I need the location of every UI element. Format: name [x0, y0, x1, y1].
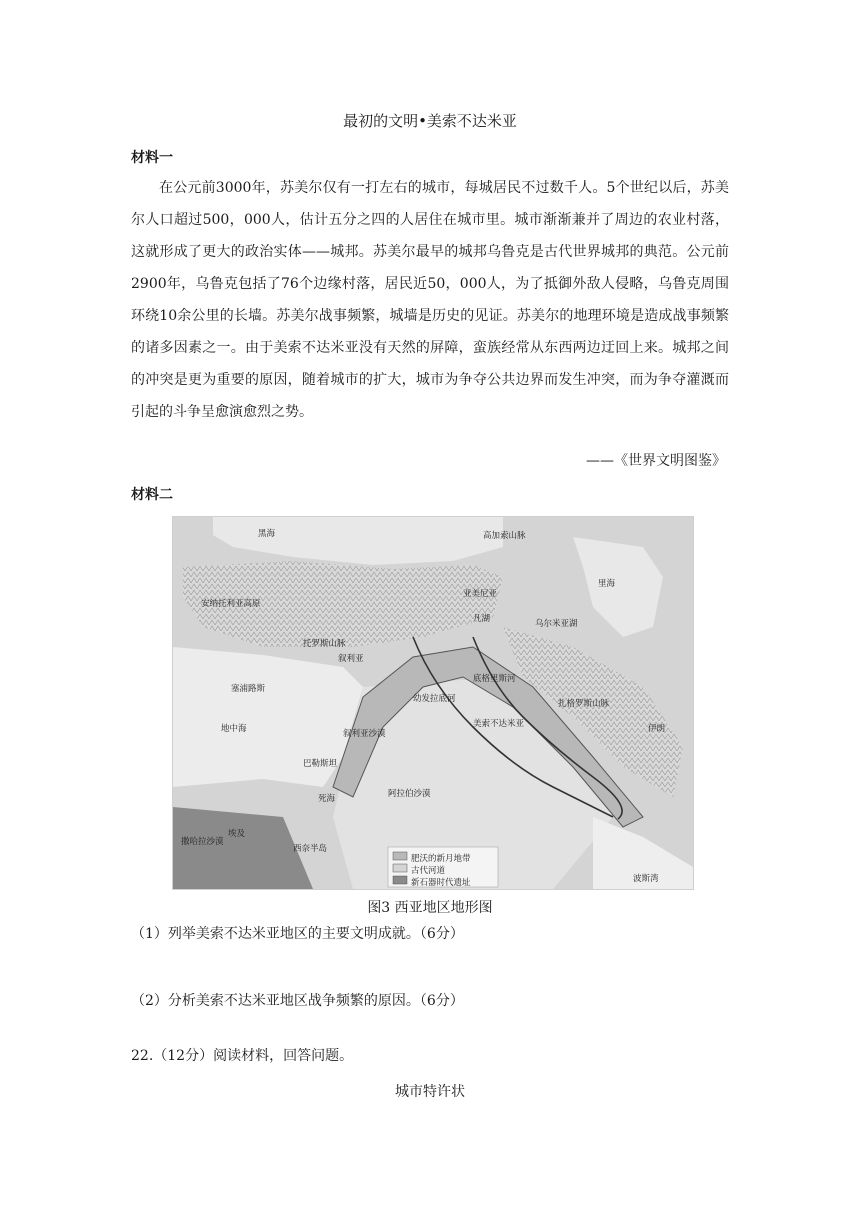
legend-neolithic-site: 新石器时代遗址 [411, 878, 471, 888]
map-label-caucasus: 高加索山脉 [483, 531, 526, 541]
map-label-cyprus: 塞浦路斯 [231, 684, 266, 694]
material-two-label: 材料二 [131, 487, 173, 503]
map-label-gulf: 波斯湾 [633, 874, 659, 884]
map-label-palestine: 巴勒斯坦 [303, 759, 338, 769]
map-label-egypt: 埃及 [228, 829, 246, 839]
map-label-sinai: 西奈半岛 [293, 844, 328, 854]
map-label-anatolia: 安纳托利亚高原 [201, 599, 261, 609]
question-2: （2）分析美索不达米亚地区战争频繁的原因。（6分） [131, 993, 464, 1009]
map-caption: 图3 西亚地区地形图 [367, 900, 493, 916]
map-label-tigris: 底格里斯河 [473, 674, 516, 684]
legend-fertile-crescent: 肥沃的新月地带 [411, 854, 471, 864]
map-label-arabian-desert: 阿拉伯沙漠 [388, 789, 431, 799]
question-22-header: 22.（12分）阅读材料，回答问题。 [131, 1048, 354, 1064]
question-1: （1）列举美索不达米亚地区的主要文明成就。（6分） [131, 926, 464, 942]
map-label-syria: 叙利亚 [338, 654, 364, 664]
map-label-armenia: 亚美尼亚 [463, 589, 498, 599]
map-label-zagros: 扎格罗斯山脉 [558, 699, 610, 709]
legend-ancient-river: 古代河道 [411, 866, 446, 876]
material-one-label: 材料一 [131, 150, 173, 166]
map-label-euphrates: 幼发拉底河 [413, 694, 456, 704]
map-label-van: 凡湖 [473, 614, 491, 624]
map-label-mesopotamia: 美索不达米亚 [473, 719, 525, 729]
material-one-source: ——《世界文明图鉴》 [586, 453, 726, 469]
map-label-dead-sea: 死海 [318, 794, 336, 804]
map-label-sahara: 撒哈拉沙漠 [181, 837, 224, 847]
material-one-text: 在公元前3000年，苏美尔仅有一打左右的城市，每城居民不过数千人。5个世纪以后，苏美尔人口超过500，000人，估计五分之四的人居住在城市里。城市渐渐兼并了周边的农业村落，这就形成了更大的政治实体——城邦。苏美尔最早的城邦乌鲁克是古代世界城邦的典范。公元前2900年，乌鲁克包括了76个边缘村落，居民近50，000人，为了抵御外敌人侵略，乌鲁克周围环绕10余公里的长墙。苏美尔战事频繁，城墙是历史的见证。苏美尔的地理环境是造成战事频繁的诸多因素之一。由于美索不达米亚没有天然的屏障，蛮族经常从东西两边迂回上来。城邦之间的冲突是更为重要的原因，随着城市的扩大，城市为争夺公共边界而发生冲突，而为争夺灌溉而引起的斗争呈愈演愈烈之势。 [131, 180, 729, 420]
map-label-black-sea: 黑海 [258, 529, 276, 539]
map-label-mediterranean: 地中海 [221, 724, 247, 734]
map-label-caspian: 里海 [598, 579, 616, 589]
map-label-syrian-desert: 叙利亚沙漠 [343, 729, 386, 739]
section-title-city-charter: 城市特许状 [395, 1084, 465, 1100]
page-title: 最初的文明•美索不达米亚 [343, 112, 517, 130]
map-label-taurus: 托罗斯山脉 [303, 639, 346, 649]
west-asia-terrain-map [172, 516, 694, 890]
map-label-iran: 伊朗 [648, 724, 666, 734]
map-label-urmia: 乌尔米亚湖 [535, 619, 578, 629]
